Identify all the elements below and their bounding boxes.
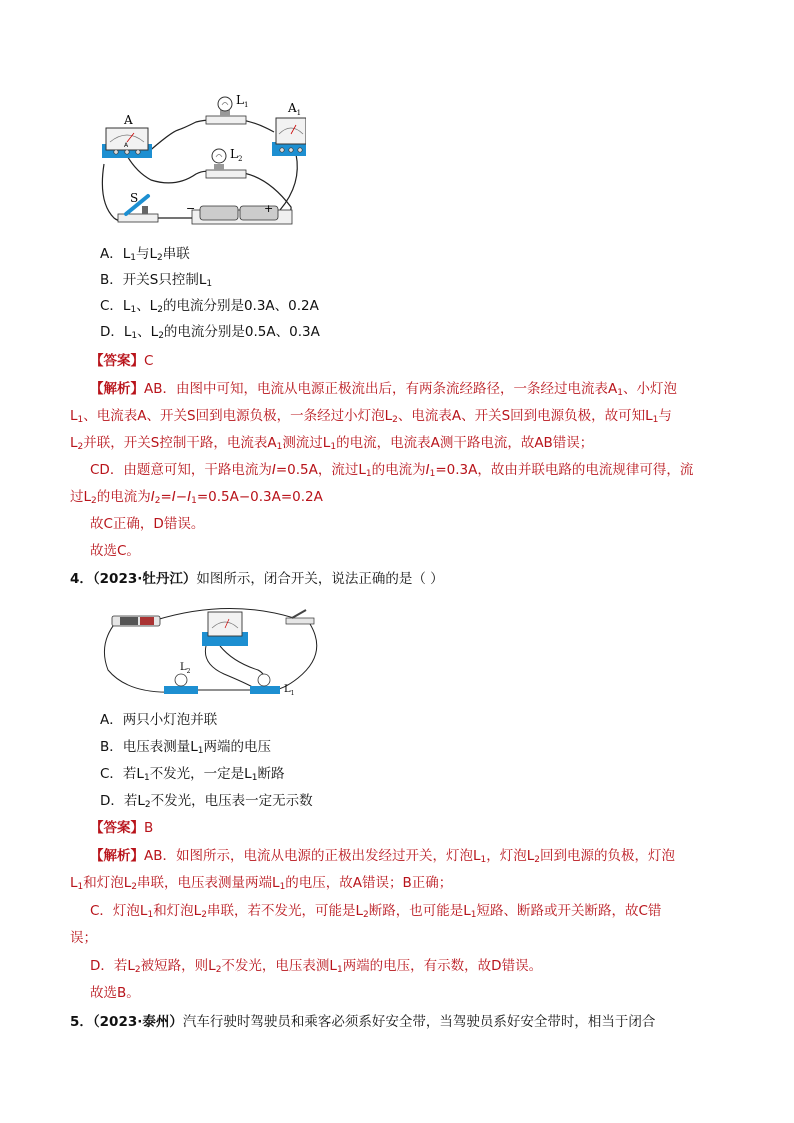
- ammeter-a-label: A: [124, 113, 133, 127]
- battery-plus-label: +: [264, 202, 274, 215]
- battery-minus-label: −: [186, 202, 196, 215]
- q4-stem: 4．（2023·牡丹江）如图所示，闭合开关，说法正确的是（ ）: [70, 571, 444, 587]
- q3-option-b: B．开关S只控制$L_1$: [100, 272, 213, 289]
- voltmeter: [202, 612, 248, 646]
- q3-circuit-figure: [96, 92, 306, 232]
- bulb-l1: [250, 674, 280, 694]
- switch-s-label: S: [130, 191, 139, 205]
- q4-analysis-line-3: C．灯泡$L_1$和灯泡$L_2$串联，若不发光，可能是$L_2$断路，也可能是$L_1$短路、断路或开关断路，故C错: [90, 903, 662, 920]
- bulb-l2: [164, 674, 198, 694]
- q3-analysis-line-7: 故选C。: [90, 543, 140, 559]
- bulb-l2-label: $L_2$: [230, 147, 243, 163]
- q4-option-d: D．若$L_2$不发光，电压表一定无示数: [100, 793, 313, 810]
- q4-analysis-line-5: D．若$L_2$被短路，则$L_2$不发光，电压表测$L_1$两端的电压，有示数，故D错误。: [90, 958, 543, 975]
- bulb-l1-label: $L_1$: [284, 684, 295, 697]
- q4-circuit-figure: [98, 604, 320, 700]
- q3-option-a: A．$L_1$与$L_2$串联: [100, 246, 190, 263]
- ammeter-a1-label: $A_1$: [288, 101, 302, 117]
- q4-analysis-line-1: 【解析】AB．如图所示，电流从电源的正极出发经过开关，灯泡$L_1$，灯泡$L_2$回到电源的负极，灯泡: [90, 848, 676, 865]
- q3-option-c: C．$L_1$、$L_2$的电流分别是0.3A、0.2A: [100, 298, 319, 315]
- battery: [112, 616, 160, 626]
- q4-analysis-line-6: 故选B。: [90, 985, 140, 1001]
- q4-analysis-line-2: $L_1$和灯泡$L_2$串联，电压表测量两端$L_1$的电压，故A错误；B正确；: [70, 875, 453, 892]
- q4-answer: 【答案】B: [90, 820, 154, 836]
- q4-analysis-line-4: 误；: [70, 930, 97, 946]
- bulb-l2: [206, 149, 246, 178]
- q5-stem: 5．（2023·泰州）汽车行驶时驾驶员和乘客必须系好安全带，当驾驶员系好安全带时，相当于闭合: [70, 1014, 656, 1030]
- q3-analysis-line-1: 【解析】AB．由图中可知，电流从电源正极流出后，有两条流经路径，一条经过电流表$A_1$、小灯泡: [90, 381, 677, 398]
- bulb-l2-label: $L_2$: [180, 662, 191, 675]
- q3-analysis-line-5: 过$L_2$的电流为$I_2=I-I_1=0.5A-0.3A=0.2A$: [70, 489, 323, 506]
- ammeter-a-face-label: A: [124, 142, 129, 149]
- q3-analysis-line-2: $L_1$、电流表A、开关S回到电源负极，一条经过小灯泡$L_2$、电流表A、开关S回到电源负极，故可知$L_1$与: [70, 408, 672, 425]
- q4-option-b: B．电压表测量$L_1$两端的电压: [100, 739, 272, 756]
- q3-analysis-line-4: CD．由题意可知，干路电流为I=0.5A，流过$L_1$的电流为$I_1=0.3A$，故由并联电路的电流规律可得，流: [90, 462, 694, 479]
- battery: [192, 206, 292, 224]
- q4-option-a: A．两只小灯泡并联: [100, 712, 218, 728]
- bulb-l1-label: $L_1$: [236, 93, 249, 109]
- q3-answer: 【答案】C: [90, 353, 154, 369]
- q3-analysis-line-3: $L_2$并联，开关S控制干路，电流表$A_1$测流过$L_1$的电流，电流表A测干路电流，故AB错误；: [70, 435, 594, 452]
- q3-analysis-line-6: 故C正确，D错误。: [90, 516, 205, 532]
- ammeter-a1: [272, 118, 306, 156]
- q3-option-d: D．$L_1$、$L_2$的电流分别是0.5A、0.3A: [100, 324, 320, 341]
- q4-option-c: C．若$L_1$不发光，一定是$L_1$断路: [100, 766, 285, 783]
